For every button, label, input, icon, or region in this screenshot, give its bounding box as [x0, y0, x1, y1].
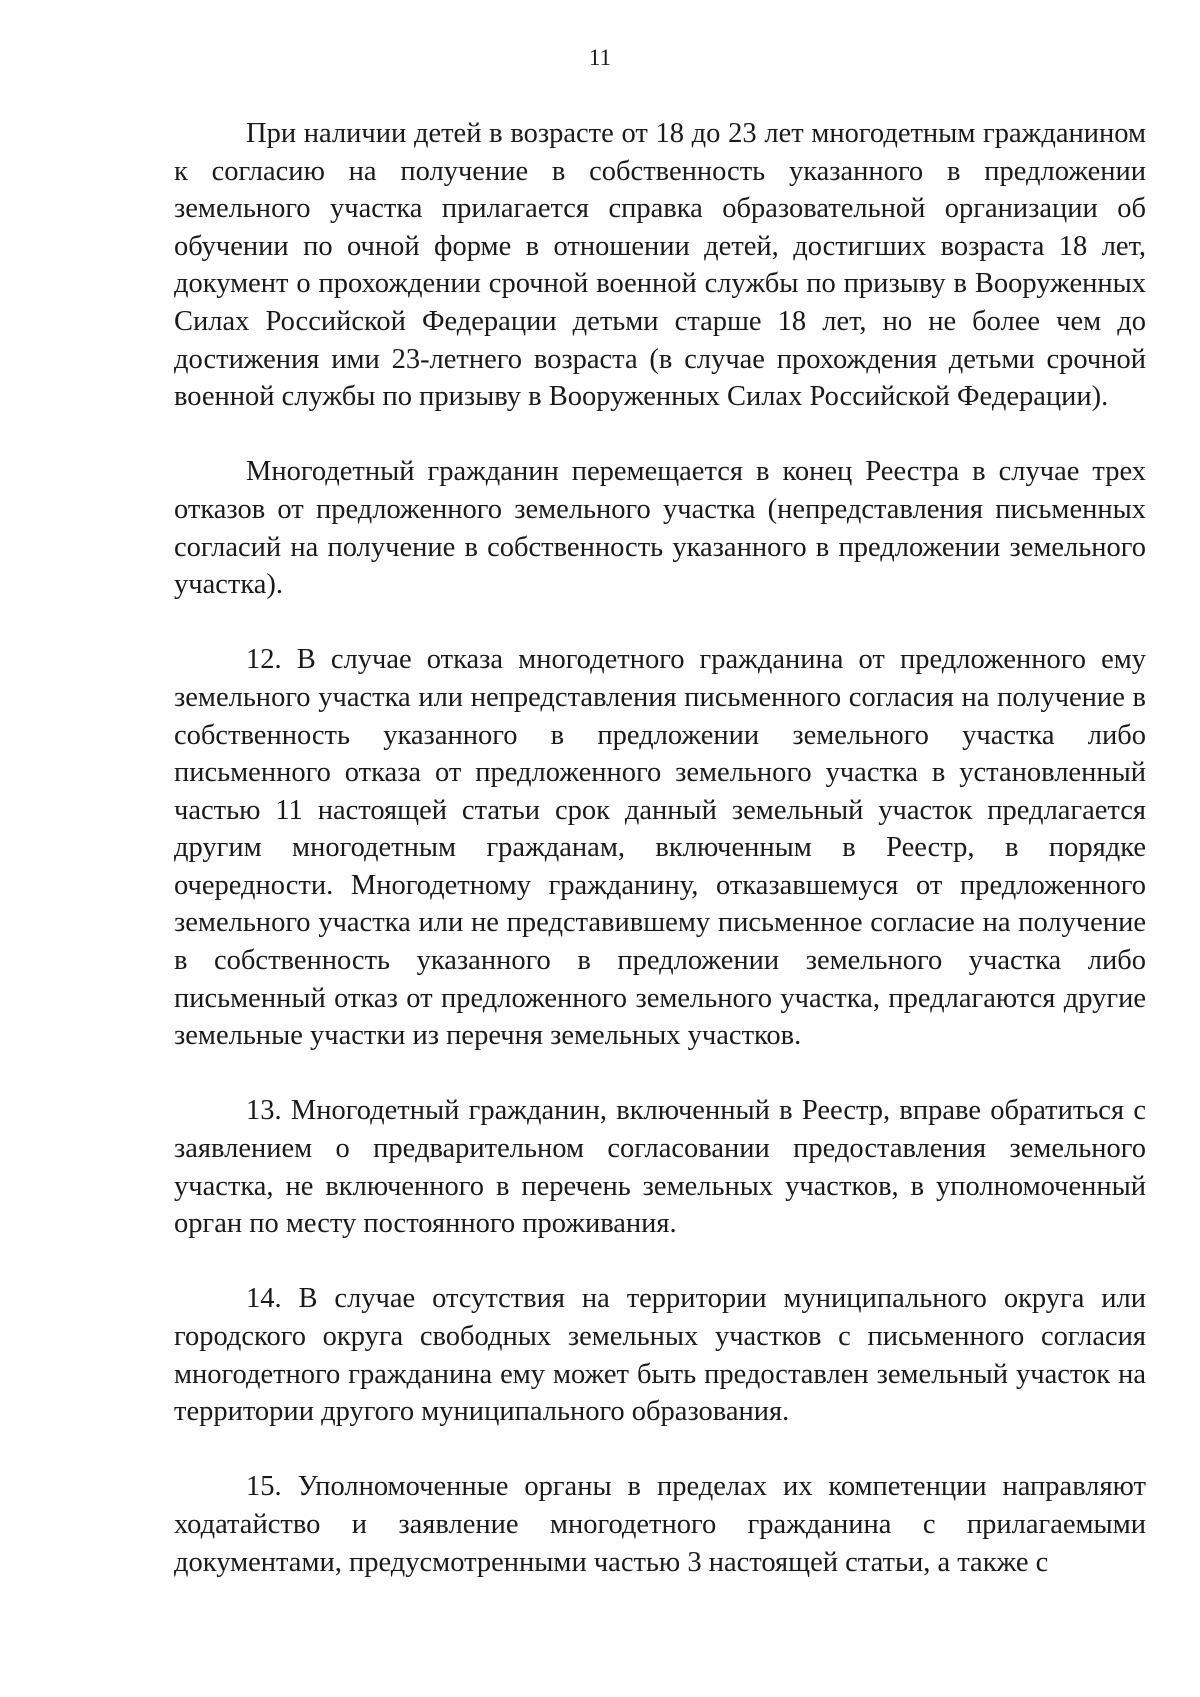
- paragraph-section-14: 14. В случае отсутствия на территории муниципального округа или городского округа свободных земельных участков с письменного согласия многодетного гражданина ему может быть предоставлен земельный участок на территории другого муниципального образования.: [174, 1283, 1146, 1428]
- paragraph-children-18-23: При наличии детей в возрасте от 18 до 23 лет многодетным гражданином к согласию на получение в собственность указанного в предложении земельного участка прилагается справка образовательной организации об обучении по очной форме в отношении детей, достигших возраста 18 лет, документ о прохождении срочной военной службы по призыву в Вооруженных Силах Российской Федерации детьми старше 18 лет, но не более чем до достижения ими 23-летнего возраста (в случае прохождения детьми срочной военной службы по призыву в Вооруженных Силах Российской Федерации).: [174, 118, 1146, 413]
- page-number: 11: [588, 45, 612, 70]
- paragraph-gap: [174, 1243, 1146, 1281]
- paragraph-gap: [174, 604, 1146, 642]
- paragraph-gap: [174, 416, 1146, 454]
- paragraph-section-12: 12. В случае отказа многодетного гражданина от предложенного ему земельного участка или непредставления письменного согласия на получение в собственность указанного в предложении земельного участка либо письменного отказа от предложенного земельного участка в установленный частью 11 настоящей статьи срок данный земельный участок предлагается другим многодетным гражданам, включенным в Реестр, в порядке очередности. Многодетному гражданину, отказавшемуся от предложенного земельного участка или не представившему письменное согласие на получение в собственность указанного в предложении земельного участка либо письменный отказ от предложенного земельного участка, предлагаются другие земельные участки из перечня земельных участков.: [174, 644, 1146, 1052]
- paragraph-gap: [174, 1431, 1146, 1469]
- document-body: [174, 115, 1146, 1581]
- paragraph-registry-end: Многодетный гражданин перемещается в конец Реестра в случае трех отказов от предложенного земельного участка (непредставления письменных согласий на получение в собственность указанного в предложении земельного участка).: [174, 456, 1146, 601]
- paragraph-section-13: 13. Многодетный гражданин, включенный в Реестр, вправе обратиться с заявлением о предварительном согласовании предоставления земельного участка, не включенного в перечень земельных участков, в уполномоченный орган по месту постоянного проживания.: [174, 1095, 1146, 1240]
- paragraph-gap: [174, 1055, 1146, 1093]
- paragraph-section-15: 15. Уполномоченные органы в пределах их компетенции направляют ходатайство и заявление многодетного гражданина с прилагаемыми документами, предусмотренными частью 3 настоящей статьи, а также с: [174, 1471, 1146, 1578]
